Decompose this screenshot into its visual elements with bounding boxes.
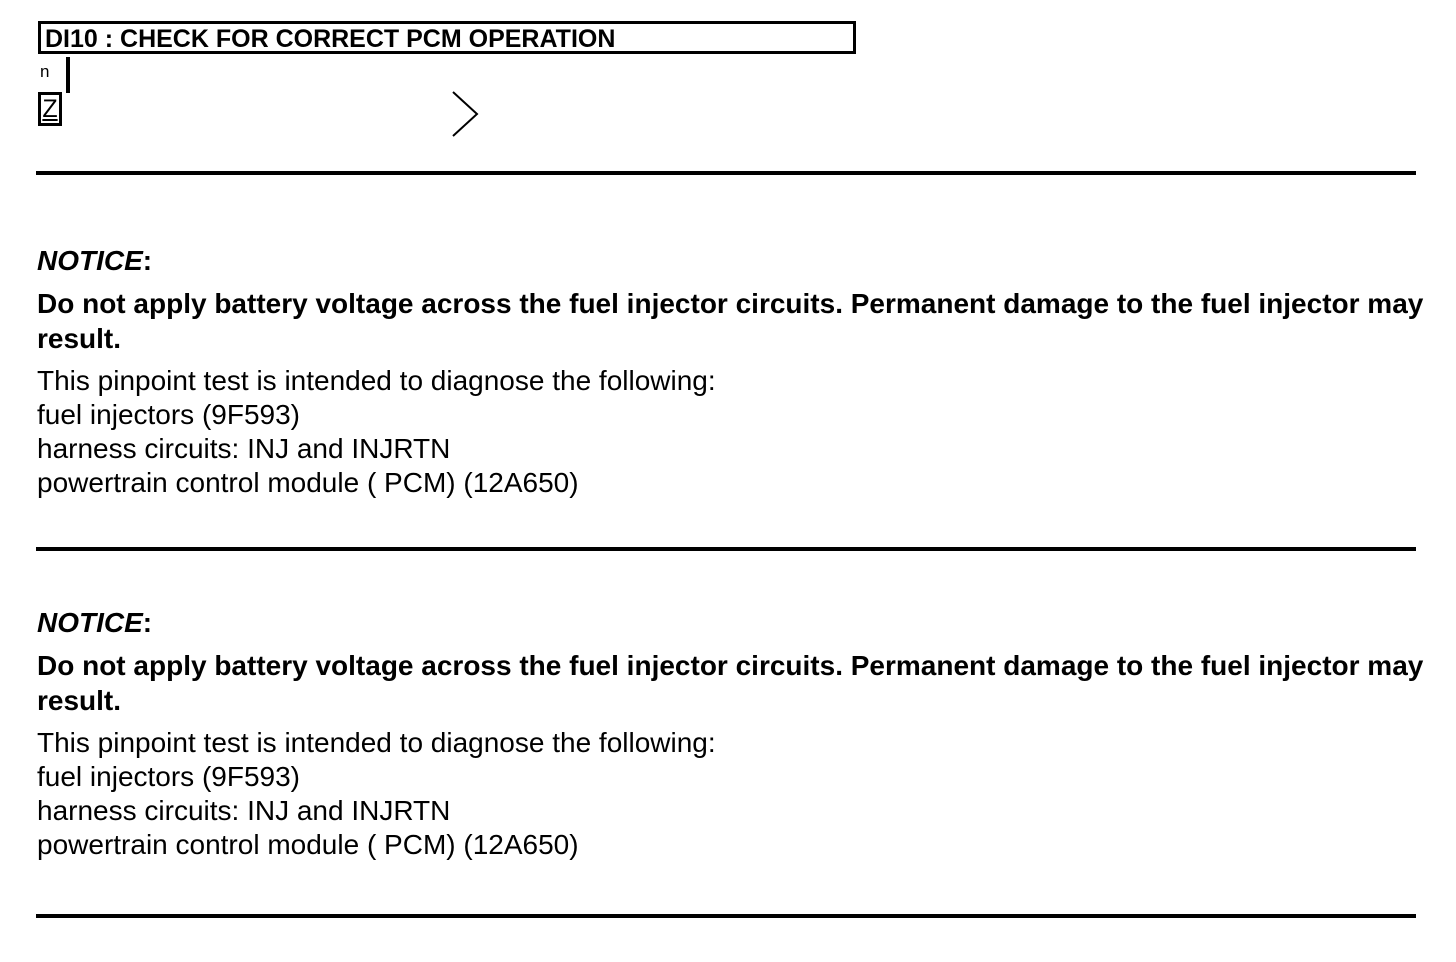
- notice-heading: NOTICE:: [37, 607, 153, 638]
- test-intro: This pinpoint test is intended to diagnose the following:: [37, 365, 716, 396]
- list-item: powertrain control module ( PCM) (12A650): [37, 467, 579, 498]
- section-divider: [36, 547, 1416, 551]
- notice-section: [37, 606, 1427, 862]
- chevron-right-icon[interactable]: [451, 90, 481, 138]
- notice-text: Do not apply battery voltage across the fuel injector circuits. Permanent damage to the fuel injector may result.: [37, 288, 1424, 354]
- list-item: fuel injectors (9F593): [37, 761, 301, 792]
- notice-section: [37, 244, 1427, 500]
- notice-heading: NOTICE:: [37, 245, 153, 276]
- step-marker-label: n: [40, 62, 50, 81]
- list-item: fuel injectors (9F593): [37, 399, 301, 430]
- list-item: harness circuits: INJ and INJRTN: [37, 795, 451, 826]
- list-item: powertrain control module ( PCM) (12A650): [37, 829, 579, 860]
- page-title: DI10 : CHECK FOR CORRECT PCM OPERATION: [38, 21, 856, 54]
- list-item: harness circuits: INJ and INJRTN: [37, 433, 451, 464]
- step-marker-bar: [66, 57, 70, 93]
- step-marker-box: Z: [38, 92, 62, 126]
- section-divider: [36, 914, 1416, 918]
- section-divider: [36, 171, 1416, 175]
- notice-text: Do not apply battery voltage across the fuel injector circuits. Permanent damage to the fuel injector may result.: [37, 650, 1424, 716]
- test-intro: This pinpoint test is intended to diagnose the following:: [37, 727, 716, 758]
